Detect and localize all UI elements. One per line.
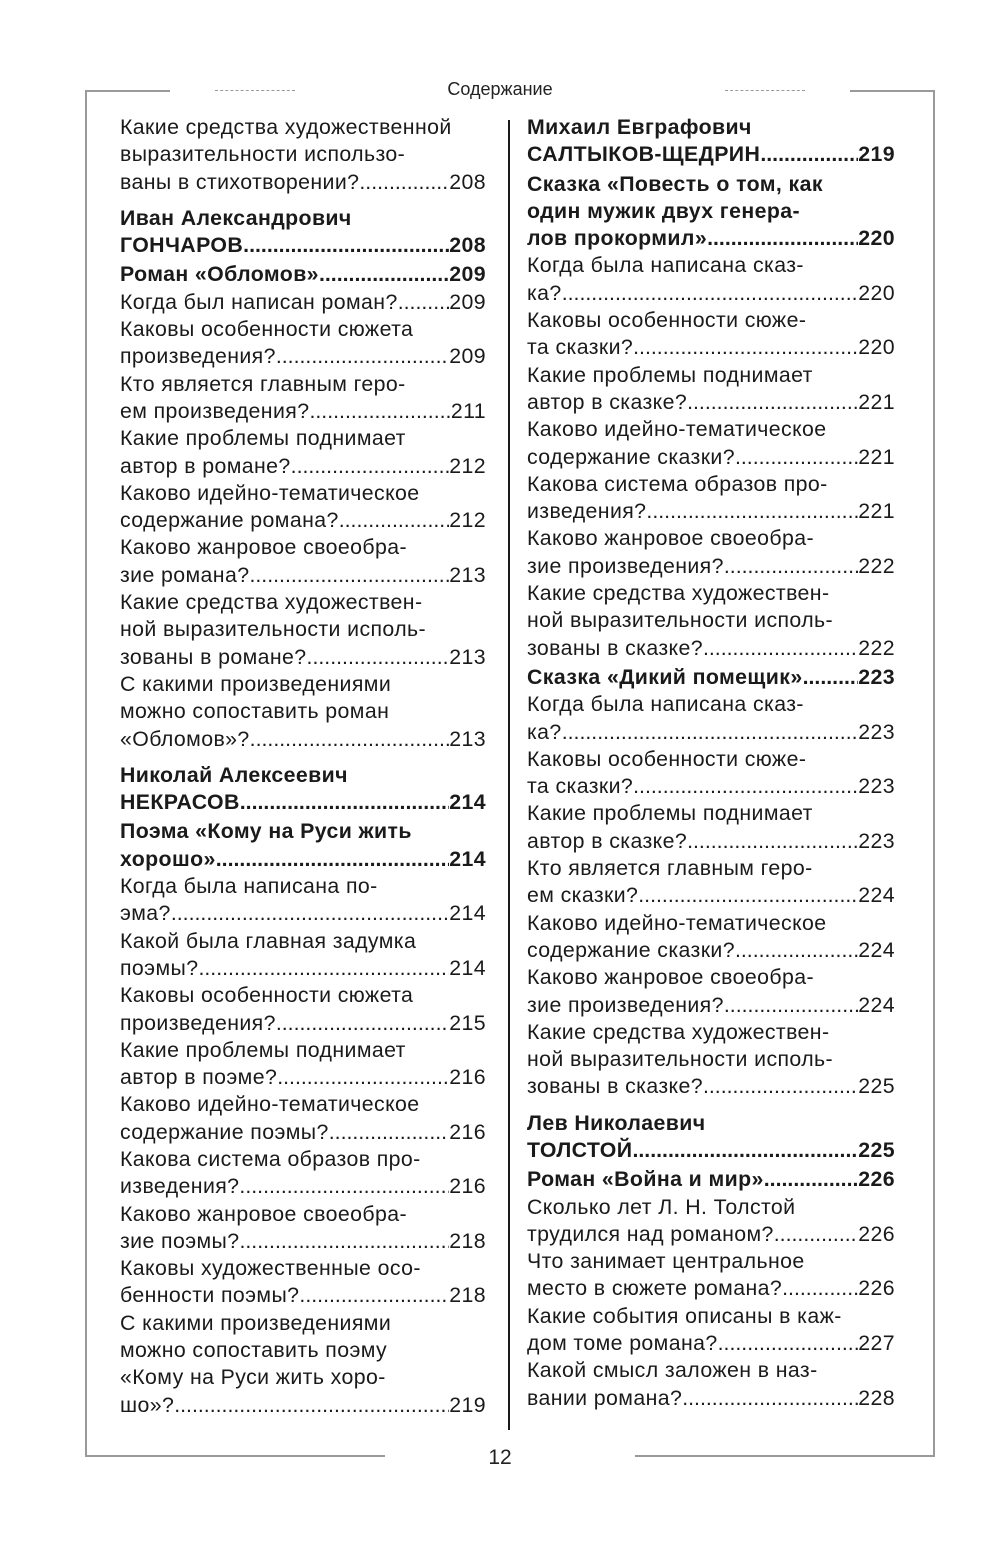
toc-page-number: 214 (449, 846, 486, 871)
toc-entry-line: та сказки? (527, 774, 634, 799)
dot-leader (682, 1385, 858, 1412)
toc-entry (120, 1091, 486, 1146)
toc-page-number: 218 (449, 1283, 486, 1308)
toc-page-number: 223 (858, 774, 895, 799)
toc-entry-line: дом томе романа? (527, 1331, 718, 1356)
toc-entry-line: С какими произведениями (120, 671, 392, 696)
toc-entry (527, 252, 895, 307)
toc-heading (120, 261, 486, 288)
toc-page-number: 211 (450, 398, 486, 423)
dot-leader (724, 553, 858, 580)
toc-entry-line: зие поэмы? (120, 1228, 240, 1253)
running-header: Содержание (447, 79, 553, 99)
toc-heading (120, 205, 486, 260)
toc-page-number: 222 (858, 635, 895, 660)
toc-heading (527, 171, 895, 253)
dot-leader (764, 1166, 859, 1193)
toc-entry-line: Каково идейно-тематическое (527, 910, 827, 935)
dot-leader (277, 1064, 449, 1091)
toc-entry (120, 480, 486, 535)
toc-entry-line: Когда была написана сказ- (527, 692, 804, 717)
dot-leader (174, 1392, 449, 1419)
dot-leader (760, 141, 858, 168)
toc-entry-line: НЕКРАСОВ (120, 790, 240, 815)
toc-entry-line: лов прокормил» (527, 226, 708, 251)
dot-leader (276, 1010, 449, 1037)
toc-entry-line: Лев Николаевич (527, 1110, 706, 1135)
toc-entry-line: Какие средства художествен- (527, 1019, 830, 1044)
toc-entry (120, 534, 486, 589)
dot-leader (307, 644, 450, 671)
toc-entry-line: можно сопоставить роман (120, 699, 390, 724)
toc-entry (120, 114, 486, 196)
dot-leader (687, 389, 858, 416)
dot-leader (250, 726, 450, 753)
toc-entry-line: произведения? (120, 344, 276, 369)
toc-entry (120, 371, 486, 426)
toc-entry-line: выразительности использо- (120, 142, 406, 167)
toc-entry-line: Какой смысл заложен в наз- (527, 1358, 818, 1383)
dot-leader (319, 261, 449, 288)
toc-page-number: 213 (449, 644, 486, 669)
toc-entry (527, 307, 895, 362)
toc-page-number: 221 (858, 499, 895, 524)
toc-entry (527, 910, 895, 965)
toc-entry-line: Иван Александрович (120, 205, 352, 230)
toc-heading (527, 1110, 895, 1165)
toc-page-number: 223 (858, 719, 895, 744)
dot-leader (703, 635, 858, 662)
toc-entry-line: произведения? (120, 1010, 276, 1035)
toc-entry (527, 1194, 895, 1249)
toc-entry (120, 671, 486, 753)
dot-leader (735, 937, 858, 964)
toc-entry-line: зованы в сказке? (527, 635, 703, 660)
toc-entry-line: содержание сказки? (527, 444, 735, 469)
toc-page-number: 209 (449, 289, 486, 314)
toc-page-number: 216 (449, 1119, 486, 1144)
toc-entry-line: Кто является главным геро- (120, 371, 406, 396)
toc-entry (527, 525, 895, 580)
toc-entry-line: зованы в романе? (120, 644, 307, 669)
toc-entry (527, 1248, 895, 1303)
dot-leader (243, 232, 449, 259)
toc-entry-line: место в сюжете романа? (527, 1276, 783, 1301)
toc-entry-line: ной выразительности исполь- (527, 608, 834, 633)
dot-leader (329, 1119, 450, 1146)
toc-entry-line: Сказка «Повесть о том, как (527, 171, 823, 196)
toc-entry-line: зованы в сказке? (527, 1074, 703, 1099)
toc-entry-line: ем сказки? (527, 883, 639, 908)
toc-entry-line: Каковы особенности сюжета (120, 983, 414, 1008)
toc-entry-line: Кто является главным геро- (527, 856, 813, 881)
toc-entry-line: автор в сказке? (527, 828, 688, 853)
toc-entry-line: ной выразительности исполь- (527, 1047, 834, 1072)
toc-entry (120, 1255, 486, 1310)
dot-leader (724, 992, 858, 1019)
toc-entry (527, 691, 895, 746)
toc-entry-line: шо»? (120, 1392, 175, 1417)
dot-leader (707, 225, 858, 252)
dot-leader (299, 1282, 449, 1309)
toc-entry-line: автор в сказке? (527, 389, 688, 414)
toc-entry-line: трудился над романом? (527, 1221, 774, 1246)
toc-entry-line: Какие проблемы поднимает (120, 426, 406, 451)
toc-entry-line: САЛТЫКОВ-ЩЕДРИН (527, 142, 761, 167)
toc-entry (120, 316, 486, 371)
toc-entry-line: вании романа? (527, 1385, 683, 1410)
toc-entry-line: Какой была главная задумка (120, 928, 417, 953)
toc-page-number: 228 (858, 1385, 895, 1410)
dot-leader (782, 1275, 858, 1302)
toc-entry-line: «Кому на Руси жить хоро- (120, 1365, 386, 1390)
toc-entry-line: Какие средства художественной (120, 115, 452, 139)
toc-page-number: 218 (449, 1228, 486, 1253)
toc-entry-line: Когда была написана сказ- (527, 253, 804, 278)
dot-leader (803, 664, 859, 691)
toc-page-number: 220 (858, 335, 895, 360)
toc-entry-line: ГОНЧАРОВ (120, 233, 244, 258)
toc-entry-line: ной выразительности исполь- (120, 617, 427, 642)
toc-heading (527, 1166, 895, 1193)
toc-entry-line: «Обломов»? (120, 726, 250, 751)
toc-page-number: 214 (449, 901, 486, 926)
toc-page-number: 222 (858, 553, 895, 578)
toc-entry (120, 982, 486, 1037)
dot-leader (239, 1228, 449, 1255)
dot-leader (309, 398, 450, 425)
dot-leader (249, 562, 449, 589)
toc-entry-line: Когда была написана по- (120, 874, 378, 899)
toc-entry-line: та сказки? (527, 335, 634, 360)
toc-entry-line: изведения? (527, 499, 647, 524)
dot-leader (216, 846, 450, 873)
toc-entry-line: Какова система образов про- (527, 471, 828, 496)
toc-page-number: 224 (858, 992, 895, 1017)
toc-entry-line: Какие средства художествен- (527, 581, 830, 606)
toc-entry (120, 1146, 486, 1201)
dot-leader (646, 498, 858, 525)
toc-heading (527, 114, 895, 169)
toc-page-number: 223 (858, 664, 895, 689)
toc-page-number: 226 (858, 1221, 895, 1246)
toc-entry (527, 964, 895, 1019)
dot-leader (718, 1330, 859, 1357)
toc-entry-line: ка? (527, 280, 562, 305)
toc-entry (120, 1310, 486, 1419)
toc-entry-line: Каково идейно-тематическое (527, 417, 827, 442)
toc-page-number: 226 (858, 1167, 895, 1192)
toc-page-number: 220 (858, 226, 895, 251)
toc-entry-line: Что занимает центральное (527, 1249, 805, 1274)
toc-page-number: 216 (449, 1174, 486, 1199)
toc-entry-line: зие произведения? (527, 553, 724, 578)
toc-entry (527, 580, 895, 662)
toc-entry-line: ка? (527, 719, 562, 744)
toc-entry-line: содержание романа? (120, 508, 339, 533)
toc-entry-line: ТОЛСТОЙ (527, 1137, 633, 1162)
toc-entry-line: Какие события описаны в каж- (527, 1303, 842, 1328)
toc-entry-line: Каково идейно-тематическое (120, 1092, 420, 1117)
toc-entry-line: Каковы особенности сюжета (120, 317, 414, 342)
toc-heading (120, 818, 486, 873)
toc-entry-line: зие произведения? (527, 992, 724, 1017)
toc-page-number: 219 (858, 142, 895, 167)
toc-entry (527, 746, 895, 801)
toc-entry-line: автор в романе? (120, 453, 291, 478)
toc-page-number: 212 (449, 453, 486, 478)
toc-left-column (120, 114, 486, 1419)
toc-entry (527, 855, 895, 910)
toc-page-number: 224 (858, 937, 895, 962)
toc-entry-line: хорошо» (120, 846, 216, 871)
toc-entry (527, 1357, 895, 1412)
toc-page-number: 209 (449, 344, 486, 369)
dot-leader (562, 280, 859, 307)
toc-entry-line: Роман «Война и мир» (527, 1167, 764, 1192)
page-number: 12 (488, 1446, 512, 1469)
toc-entry-line: автор в поэме? (120, 1065, 278, 1090)
toc-page-number: 221 (858, 444, 895, 469)
toc-entry-line: Николай Алексеевич (120, 762, 348, 787)
toc-entry-line: эма? (120, 901, 171, 926)
toc-entry (527, 1303, 895, 1358)
dot-leader (632, 1137, 858, 1164)
dot-leader (239, 1173, 449, 1200)
toc-entry (120, 1201, 486, 1256)
toc-entry-line: содержание поэмы? (120, 1119, 329, 1144)
toc-entry (120, 1037, 486, 1092)
toc-entry (527, 471, 895, 526)
dot-leader (198, 955, 449, 982)
toc-entry-line: Какие проблемы поднимает (527, 362, 813, 387)
dot-leader (240, 789, 450, 816)
toc-entry-line: изведения? (120, 1174, 240, 1199)
dot-leader (276, 343, 449, 370)
toc-entry-line: один мужик двух генера- (527, 198, 800, 223)
toc-entry-line: С какими произведениями (120, 1310, 392, 1335)
toc-entry-line: Михаил Евграфович (527, 115, 752, 139)
dot-leader (359, 169, 449, 196)
toc-page-number: 214 (449, 790, 486, 815)
toc-page-number: 213 (449, 562, 486, 587)
toc-page-number: 221 (858, 389, 895, 414)
toc-page-number: 225 (858, 1074, 895, 1099)
toc-entry (120, 289, 486, 316)
dot-leader (633, 773, 858, 800)
toc-page-number: 224 (858, 883, 895, 908)
toc-page-number: 219 (449, 1392, 486, 1417)
toc-entry-line: Каково жанровое своеобра- (120, 1201, 407, 1226)
toc-page-number: 214 (449, 955, 486, 980)
toc-entry-line: Когда был написан роман? (120, 289, 398, 314)
toc-entry-line: Какие проблемы поднимает (527, 801, 813, 826)
toc-page-number: 212 (449, 508, 486, 533)
dot-leader (735, 444, 858, 471)
toc-entry (527, 1019, 895, 1101)
toc-entry (527, 362, 895, 417)
toc-entry (120, 425, 486, 480)
dot-leader (638, 882, 858, 909)
toc-entry-line: Каково жанровое своеобра- (527, 965, 814, 990)
toc-page-number: 227 (858, 1331, 895, 1356)
toc-entry (527, 800, 895, 855)
toc-page-number: 216 (449, 1065, 486, 1090)
toc-entry (120, 873, 486, 928)
toc-page-number: 209 (449, 262, 486, 287)
toc-page-number: 215 (449, 1010, 486, 1035)
dot-leader (339, 507, 450, 534)
toc-entry-line: ем произведения? (120, 398, 310, 423)
dot-leader (291, 453, 450, 480)
toc-entry (120, 928, 486, 983)
toc-heading (120, 762, 486, 817)
toc-entry-line: Каковы особенности сюже- (527, 746, 807, 771)
toc-page-number: 208 (449, 169, 486, 194)
dot-leader (687, 828, 858, 855)
toc-entry-line: Сказка «Дикий помещик» (527, 664, 803, 689)
toc-page-number: 225 (858, 1137, 895, 1162)
toc-page-number: 220 (858, 280, 895, 305)
toc-entry-line: Каково жанровое своеобра- (527, 526, 814, 551)
toc-entry-line: бенности поэмы? (120, 1283, 300, 1308)
toc-entry-line: Роман «Обломов» (120, 262, 319, 287)
toc-entry-line: Какова система образов про- (120, 1146, 421, 1171)
toc-page-number: 223 (858, 828, 895, 853)
dot-leader (171, 900, 449, 927)
toc-entry (120, 589, 486, 671)
toc-entry-line: Сколько лет Л. Н. Толстой (527, 1194, 796, 1219)
toc-entry-line: Каково идейно-тематическое (120, 480, 420, 505)
dot-leader (703, 1073, 858, 1100)
toc-entry-line: Каковы особенности сюже- (527, 308, 807, 333)
dot-leader (398, 289, 450, 316)
dot-leader (633, 334, 858, 361)
toc-page-number: 226 (858, 1276, 895, 1301)
toc-right-column (527, 114, 895, 1412)
column-divider (508, 120, 510, 1430)
toc-entry-line: Каково жанровое своеобра- (120, 535, 407, 560)
toc-entry-line: зие романа? (120, 562, 250, 587)
toc-entry-line: Поэма «Кому на Руси жить (120, 819, 412, 844)
dot-leader (562, 719, 859, 746)
toc-page-number: 213 (449, 726, 486, 751)
toc-entry-line: ваны в стихотворении? (120, 169, 360, 194)
toc-entry-line: можно сопоставить поэму (120, 1338, 388, 1363)
dot-leader (774, 1221, 859, 1248)
toc-entry-line: Какие проблемы поднимает (120, 1037, 406, 1062)
toc-heading (527, 664, 895, 691)
toc-page-number: 208 (449, 233, 486, 258)
toc-entry-line: Каковы художественные осо- (120, 1256, 421, 1281)
toc-entry-line: поэмы? (120, 955, 199, 980)
toc-entry (527, 416, 895, 471)
toc-entry-line: содержание сказки? (527, 937, 735, 962)
toc-entry-line: Какие средства художествен- (120, 590, 423, 615)
